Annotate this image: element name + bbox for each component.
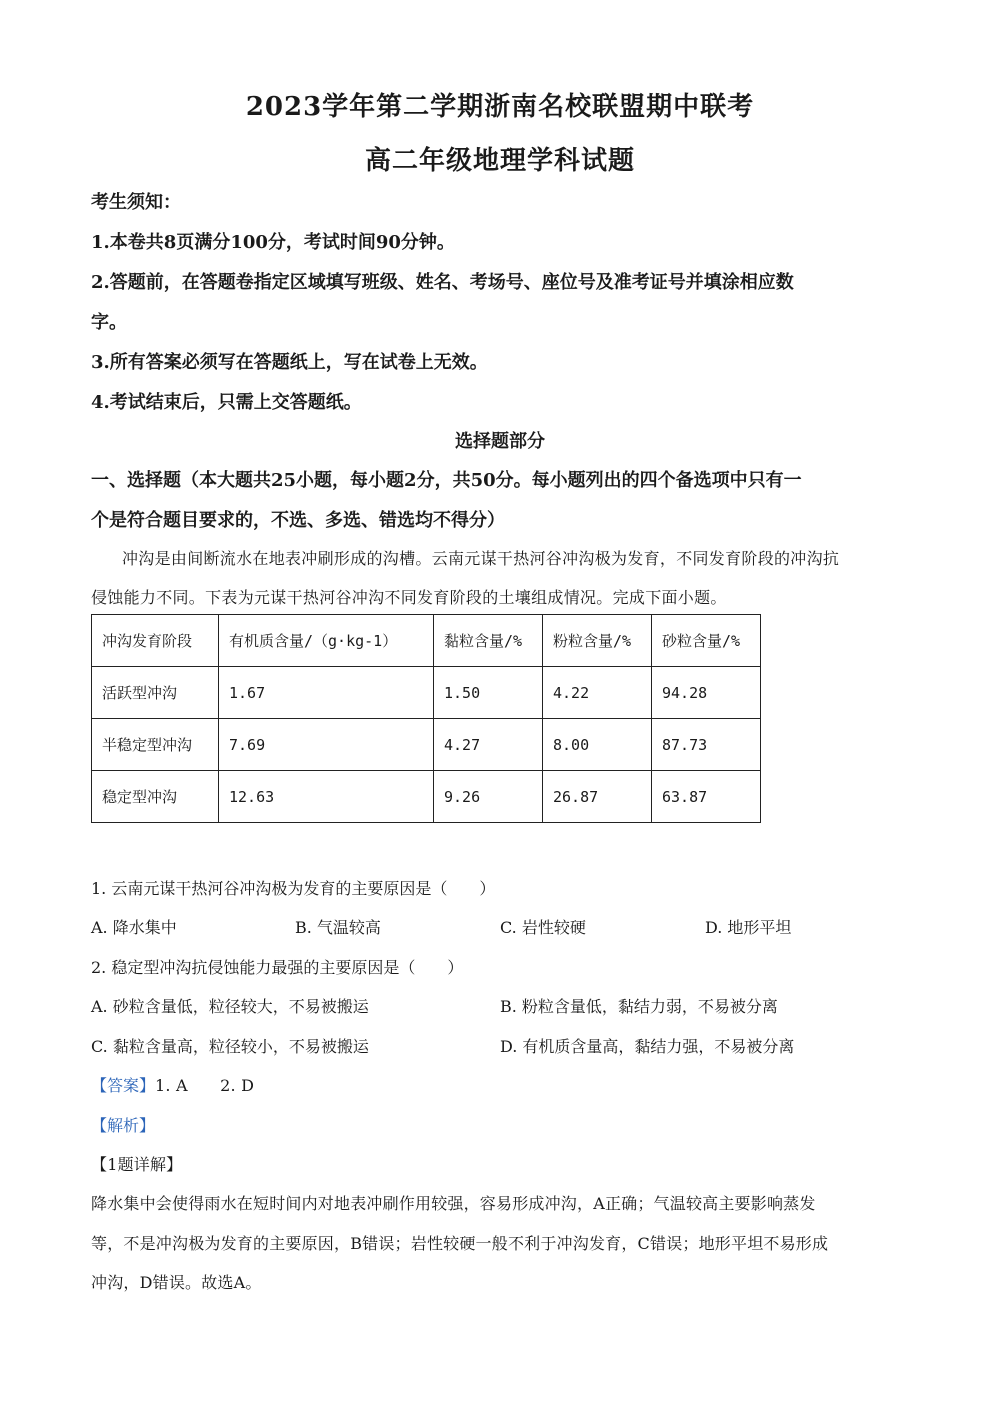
passage-line: 侵蚀能力不同。下表为元谋干热河谷冲沟不同发育阶段的土壤组成情况。完成下面小题。	[91, 588, 727, 607]
question-2-option-c: C. 黏粒含量高，粒径较小，不易被搬运	[91, 1037, 369, 1056]
section-instruction: 一、选择题（本大题共25小题，每小题2分，共50分。每小题列出的四个备选项中只有一	[91, 470, 802, 491]
table-cell: 9.26	[434, 771, 543, 823]
table-cell: 8.00	[543, 719, 652, 771]
table-cell: 63.87	[652, 771, 761, 823]
notice-heading: 考生须知：	[91, 192, 181, 213]
analysis-line: 冲沟，D错误。故选A。	[91, 1273, 262, 1292]
table-cell: 4.22	[543, 667, 652, 719]
passage-line: 冲沟是由间断流水在地表冲刷形成的沟槽。云南元谋干热河谷冲沟极为发育，不同发育阶段的冲沟抗	[122, 549, 840, 568]
analysis-line: 等，不是冲沟极为发育的主要原因，B错误；岩性较硬一般不利于冲沟发育，C错误；地形平坦不易形成	[91, 1234, 829, 1253]
table-row	[92, 771, 761, 823]
notice-item: 字。	[91, 312, 127, 333]
table-header-cell: 有机质含量/（g·kg-1）	[219, 615, 434, 667]
table-cell: 94.28	[652, 667, 761, 719]
soil-composition-table	[91, 614, 761, 823]
question-1-option-d: D. 地形平坦	[705, 918, 792, 937]
section-instruction: 个是符合题目要求的，不选、多选、错选均不得分）	[91, 510, 505, 531]
table-header-cell: 砂粒含量/%	[652, 615, 761, 667]
table-row	[92, 667, 761, 719]
table-cell: 7.69	[219, 719, 434, 771]
notice-item: 3.所有答案必须写在答题纸上，写在试卷上无效。	[91, 352, 488, 373]
table-cell: 4.27	[434, 719, 543, 771]
table-cell: 活跃型冲沟	[92, 667, 219, 719]
table-cell: 半稳定型冲沟	[92, 719, 219, 771]
table-cell: 稳定型冲沟	[92, 771, 219, 823]
table-cell: 12.63	[219, 771, 434, 823]
analysis-label: 【解析】	[91, 1116, 156, 1135]
answer-text: 1. A 2. D	[155, 1076, 255, 1095]
question-2-option-b: B. 粉粒含量低，黏结力弱，不易被分离	[500, 997, 778, 1016]
question-2-option-d: D. 有机质含量高，黏结力强，不易被分离	[500, 1037, 795, 1056]
exam-subtitle: 高二年级地理学科试题	[364, 146, 635, 176]
answer-label: 【答案】	[91, 1076, 156, 1095]
table-header-cell: 黏粒含量/%	[434, 615, 543, 667]
exam-title: 2023学年第二学期浙南名校联盟期中联考	[245, 92, 755, 122]
table-header-cell: 冲沟发育阶段	[92, 615, 219, 667]
notice-item: 4.考试结束后，只需上交答题纸。	[91, 392, 362, 413]
table-header-row	[92, 615, 761, 667]
table-cell: 1.67	[219, 667, 434, 719]
table-cell: 87.73	[652, 719, 761, 771]
table-row	[92, 719, 761, 771]
question-stem-1: 1. 云南元谋干热河谷冲沟极为发育的主要原因是（ ）	[91, 879, 496, 898]
notice-item: 1.本卷共8页满分100分，考试时间90分钟。	[91, 232, 455, 253]
question-1-option-a: A. 降水集中	[91, 918, 177, 937]
analysis-line: 降水集中会使得雨水在短时间内对地表冲刷作用较强，容易形成冲沟，A正确；气温较高主要影响蒸发	[91, 1194, 816, 1213]
answer-line	[91, 1073, 254, 1096]
notice-item: 2.答题前，在答题卷指定区域填写班级、姓名、考场号、座位号及准考证号并填涂相应数	[91, 272, 794, 293]
question-2-option-a: A. 砂粒含量低，粒径较大，不易被搬运	[91, 997, 369, 1016]
analysis-detail-label: 【1题详解】	[91, 1155, 183, 1174]
table-cell: 1.50	[434, 667, 543, 719]
question-1-option-c: C. 岩性较硬	[500, 918, 586, 937]
section-title: 选择题部分	[455, 431, 545, 452]
table-cell: 26.87	[543, 771, 652, 823]
question-1-option-b: B. 气温较高	[295, 918, 381, 937]
table-header-cell: 粉粒含量/%	[543, 615, 652, 667]
question-stem-2: 2. 稳定型冲沟抗侵蚀能力最强的主要原因是（ ）	[91, 958, 464, 977]
